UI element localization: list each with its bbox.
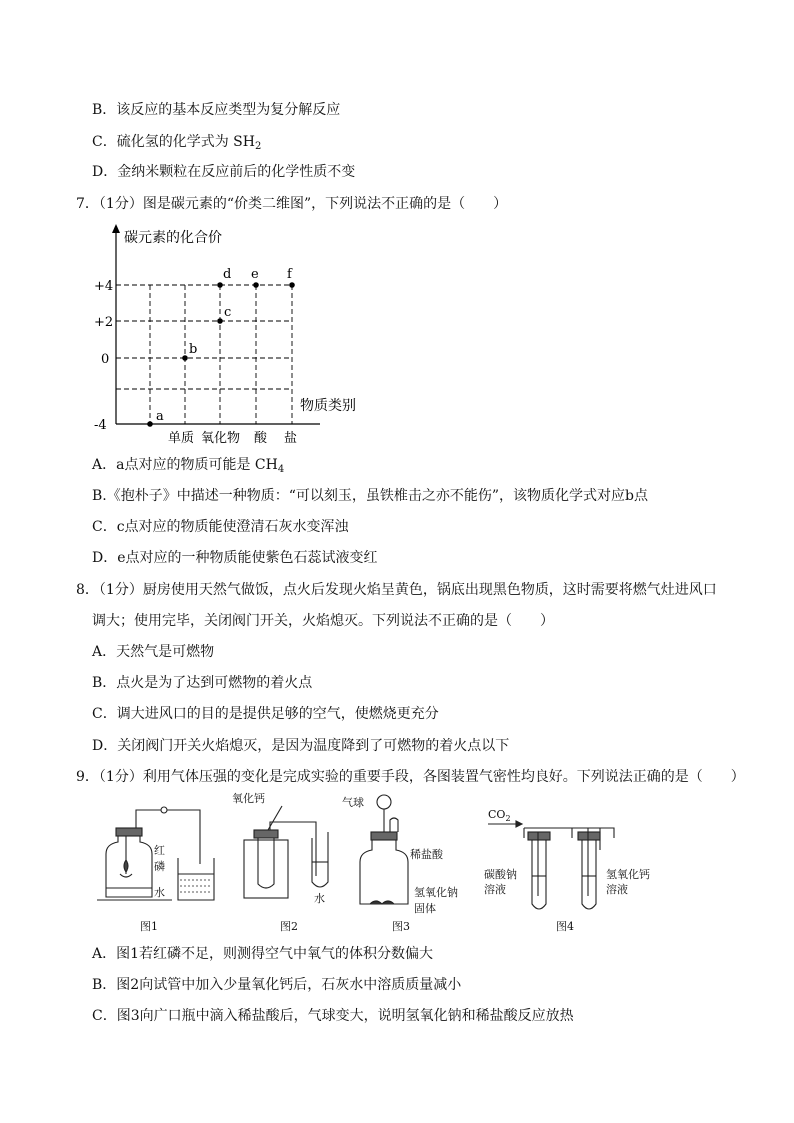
fig2-caption: 图2 [280,920,298,933]
fig2-stopper [254,830,278,838]
fig2-u-tube [312,832,328,887]
point-c [217,318,223,324]
ytick-minus4: -4 [94,418,107,433]
xtick-acid: 酸 [254,431,268,446]
fig4-label-co2-text: CO [488,808,506,821]
figure-4 [488,821,614,909]
fig4-tube-left [532,840,546,909]
fig4-label-na2co3: 碳酸钠 [484,868,517,881]
fig4-label-solution2: 溶液 [606,883,628,896]
point-a [147,421,153,427]
fig1-caption: 图1 [140,920,158,933]
q7-valence-class-chart [88,222,388,452]
fig3-label-naoh: 氢氧化钠 [414,886,458,899]
point-c-label: c [224,305,232,320]
point-f-label: f [287,267,292,282]
figure-2 [244,806,328,898]
fig2-label-water: 水 [314,892,325,905]
fig1-label-red: 红 [154,844,165,857]
fig4-label-co2-sub: 2 [505,814,511,823]
point-d [217,282,223,288]
q6-option-b: B．该反应的基本反应类型为复分解反应 [92,102,341,118]
q6-option-c-text: C．硫化氢的化学式为 SH [92,134,255,150]
x-axis-label: 物质类别 [300,398,356,414]
fig2-outer-beaker [244,840,288,898]
q8-option-d: D．关闭阀门开关火焰熄灭，是因为温度降到了可燃物的着火点以下 [92,738,510,754]
fig4-stopper-right [578,832,600,840]
ytick-plus4: +4 [94,279,114,294]
fig1-tube [136,810,200,864]
point-a-label: a [156,409,164,424]
q9-option-c: C．图3向广口瓶中滴入稀盐酸后，气球变大，说明氢氧化钠和稀盐酸反应放热 [92,1008,574,1024]
fig4-caption: 图4 [556,920,574,933]
xtick-oxide: 氧化物 [201,431,241,446]
fig3-caption: 图3 [392,920,410,933]
fig1-clamp-icon [161,807,167,813]
fig1-label-water: 水 [154,886,165,899]
q8-stem-line2: 调大；使用完毕，关闭阀门开关，火焰熄灭。下列说法不正确的是（ ） [92,613,554,629]
fig3-label-balloon: 气球 [342,796,364,809]
fig2-label-cao: 氧化钙 [232,792,265,805]
q8-option-b: B．点火是为了达到可燃物的着火点 [92,675,313,691]
q6-option-c-sub: 2 [254,141,262,152]
q7-option-b: B.《抱朴子》中描述一种物质：“可以刻玉，虽铁椎击之亦不能伤”，该物质化学式对应b点 [92,488,649,504]
point-f [289,282,295,288]
fig1-beaker [178,858,214,900]
fig4-tube-right [582,840,596,909]
fig3-bottle [360,838,408,904]
q8-option-a: A．天然气是可燃物 [92,644,215,660]
ytick-0: 0 [101,352,110,367]
figure-3 [360,795,408,904]
q6-option-c [92,132,261,157]
q7-option-a-sub: 4 [277,464,285,475]
q9-option-a: A．图1若红磷不足，则测得空气中氧气的体积分数偏大 [92,946,434,962]
q7-option-a-text: A．a点对应的物质可能是 CH [92,457,278,473]
ytick-plus2: +2 [94,315,114,330]
q7-option-a [92,455,284,480]
q9-apparatus-figures [92,792,682,940]
y-axis-arrow [112,224,120,233]
fig3-label-solid: 固体 [414,902,436,915]
q7-option-c: C．c点对应的物质能使澄清石灰水变浑浊 [92,519,349,535]
fig3-label-hcl: 稀盐酸 [410,848,443,861]
fig3-stopper [371,832,397,840]
xtick-element: 单质 [168,431,195,446]
fig1-flame-icon [124,860,128,872]
fig4-label-co2 [488,808,511,823]
fig4-label-solution1: 溶液 [484,883,506,896]
point-b [182,355,188,361]
fig1-label-phosphorus: 磷 [154,860,165,873]
q7-stem: 7．（1分）图是碳元素的“价类二维图”，下列说法不正确的是（ ） [76,196,508,212]
point-b-label: b [189,342,198,357]
point-e [253,282,259,288]
q8-stem-line1: 8．（1分）厨房使用天然气做饭，点火后发现火焰呈黄色，锅底出现黑色物质，这时需要将燃气灶进风口 [76,582,717,598]
q6-option-d: D．金纳米颗粒在反应前后的化学性质不变 [92,164,356,180]
q7-option-d: D．e点对应的一种物质能使紫色石蕊试液变红 [92,550,378,566]
q9-stem: 9．（1分）利用气体压强的变化是完成实验的重要手段，各图装置气密性均良好。下列说法正确的是（ ） [76,769,745,785]
q9-option-b: B．图2向试管中加入少量氧化钙后，石灰水中溶质质量减小 [92,977,462,993]
point-e-label: e [251,267,259,282]
fig3-dropper [390,818,398,832]
fig3-solid [370,901,394,904]
y-axis-label: 碳元素的化合价 [124,230,222,246]
fig3-balloon-icon [377,795,391,809]
q8-option-c: C．调大进风口的目的是提供足够的空气，使燃烧更充分 [92,706,439,722]
fig4-label-caoh2: 氢氧化钙 [606,868,650,881]
xtick-salt: 盐 [284,431,298,446]
point-d-label: d [223,267,232,282]
fig2-test-tube [258,838,274,888]
fig1-stopper [116,828,142,836]
fig4-stopper-left [528,832,550,840]
